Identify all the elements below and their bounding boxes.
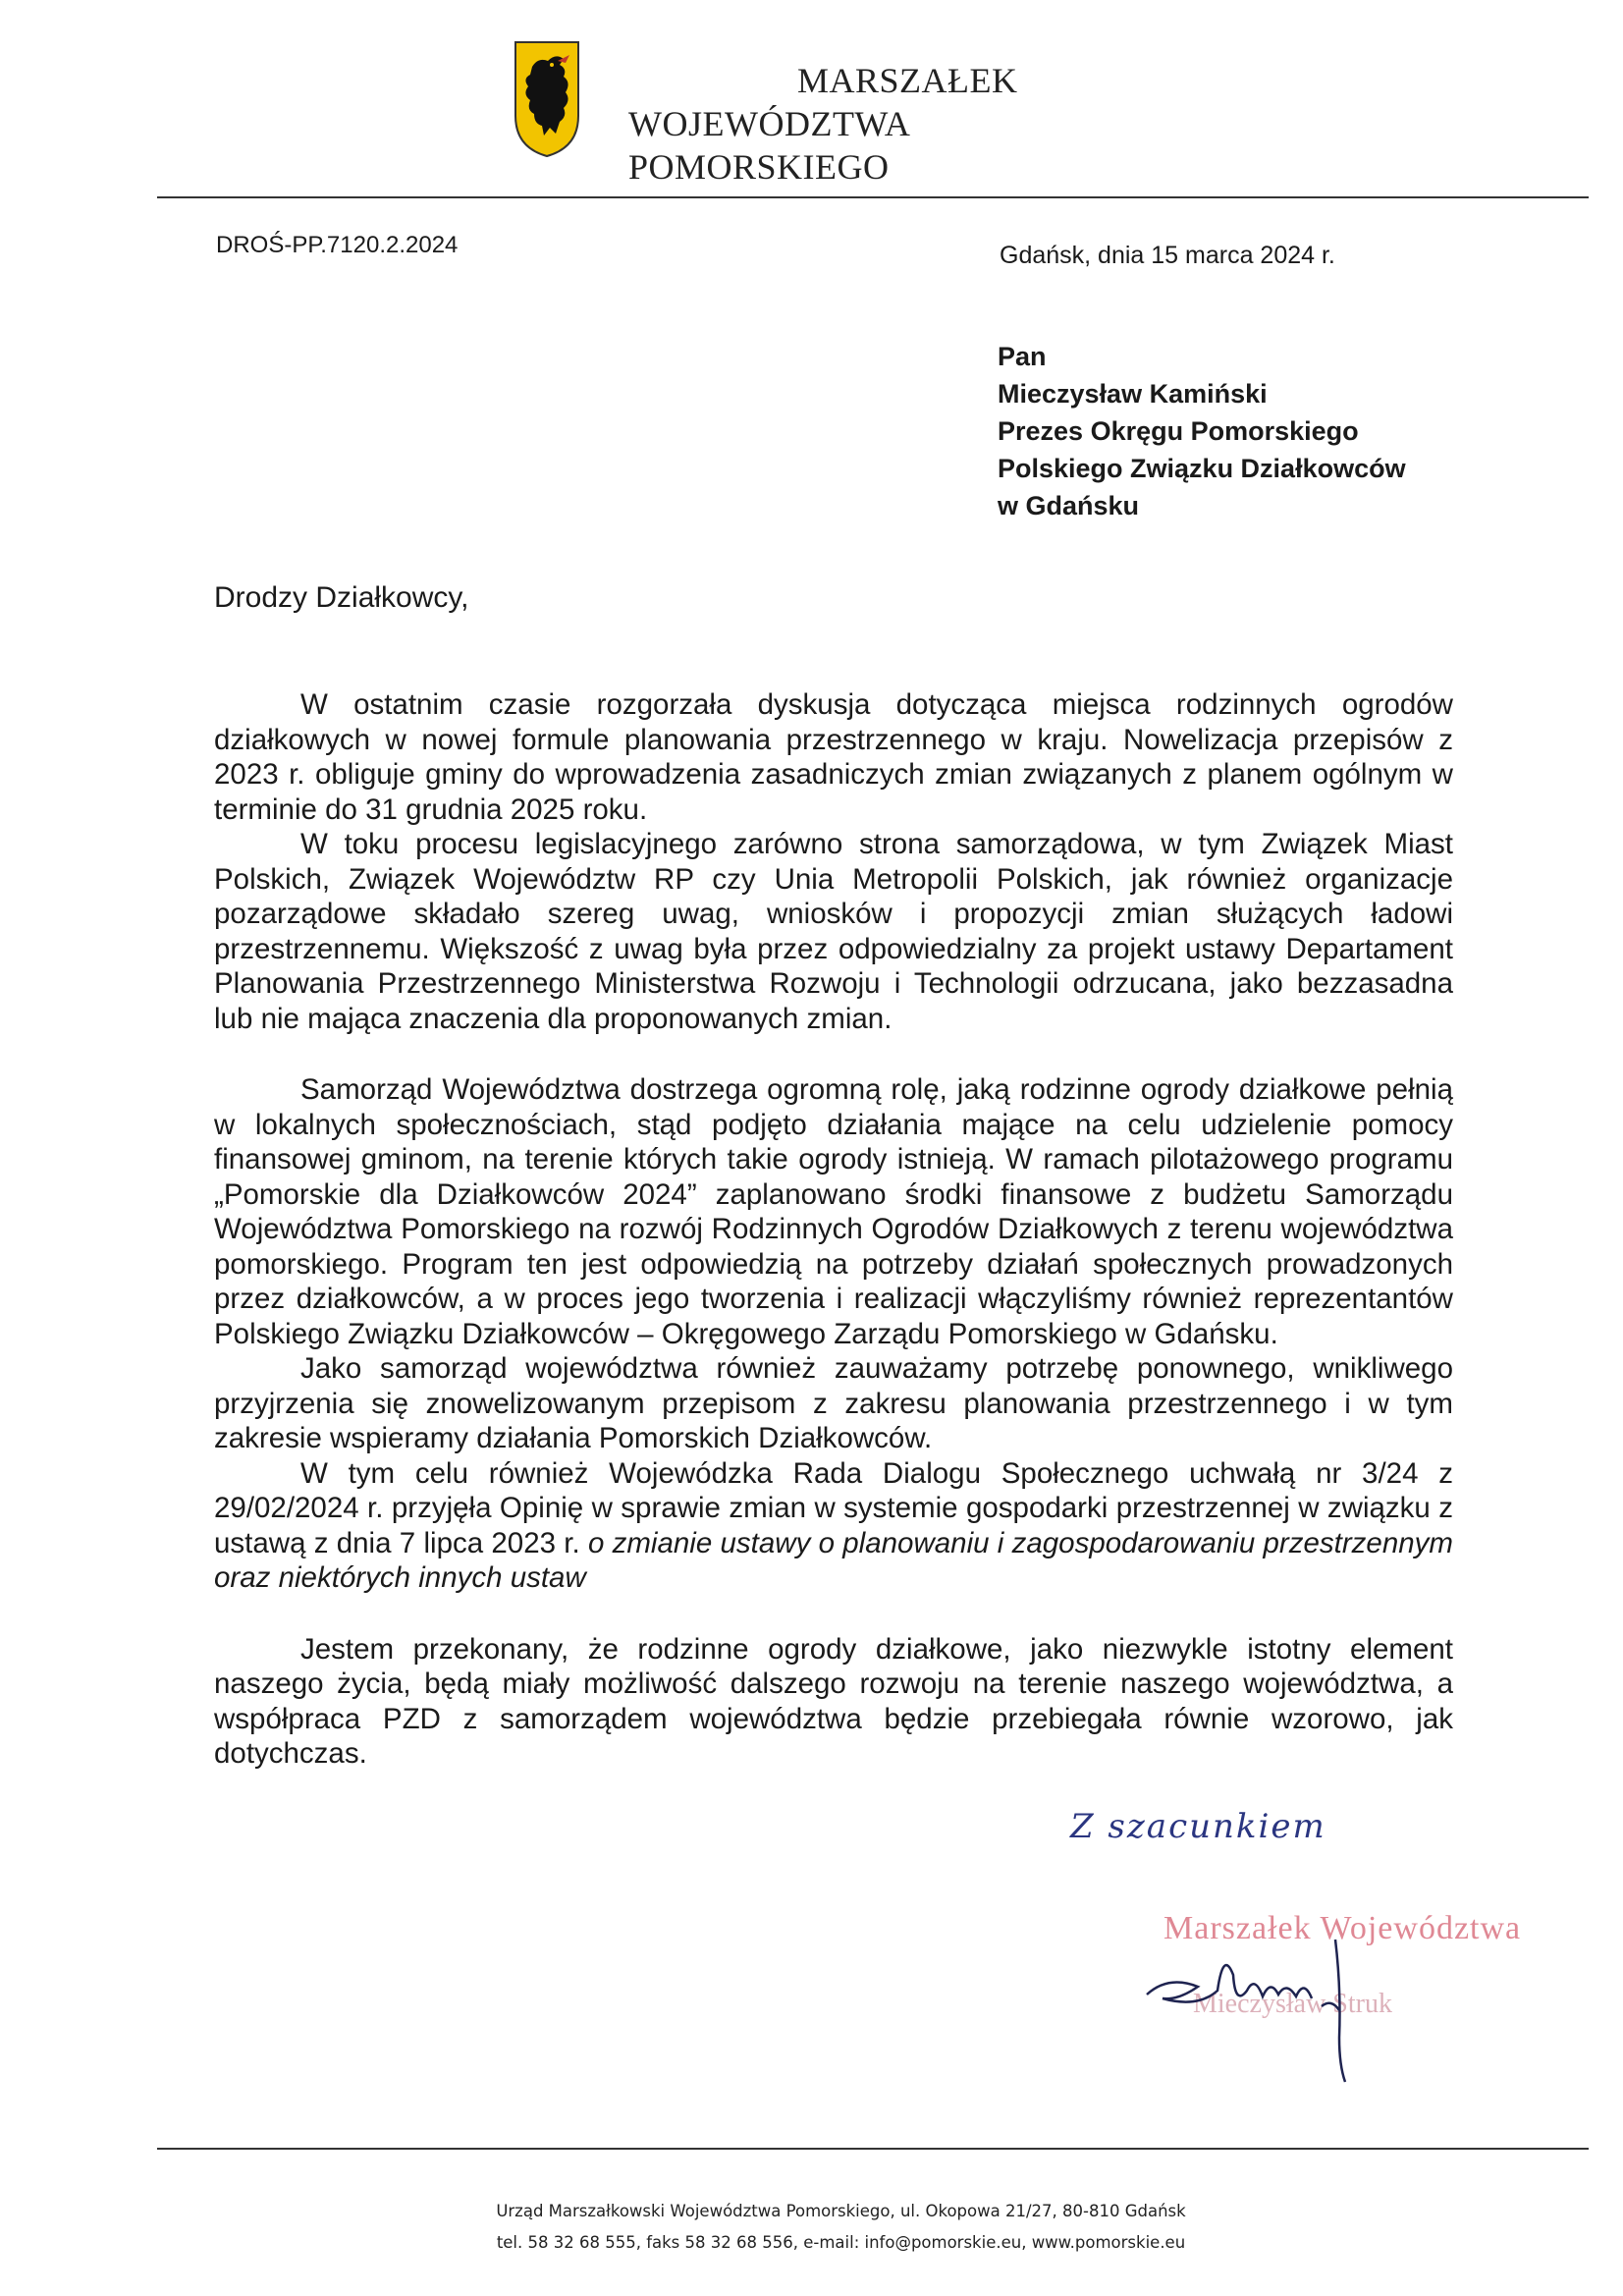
footer-address: Urząd Marszałkowski Województwa Pomorskiego, ul. Okopowa 21/27, 80-810 Gdańsk bbox=[496, 2202, 1186, 2220]
paragraph: Jestem przekonany, że rodzinne ogrody działkowe, jako niezwykle istotny element naszego życia, będą miały możliwość dalszego rozwoju na terenie naszego województwa, a współpraca PZD z samorządem województwa będzie przebiegała równie wzorowo, jak dotychczas. bbox=[214, 1632, 1453, 1770]
footer-divider bbox=[157, 2148, 1589, 2150]
letter-body bbox=[214, 687, 1453, 1772]
coat-of-arms-icon bbox=[513, 39, 581, 159]
salutation: Drodzy Działkowcy, bbox=[214, 581, 469, 614]
addressee-line: Pan bbox=[998, 342, 1047, 371]
paragraph-text: W tym celu również Wojewódzka Rada Dialogu Społecznego uchwałą nr 3/24 z 29/02/2024 r. przyjęła Opinię w sprawie zmian w systemie gospodarki przestrzennej w związku z ustawą z dnia 7 lipca 2023 r. bbox=[214, 1456, 1453, 1559]
addressee-block bbox=[998, 338, 1547, 524]
addressee-line: Prezes Okręgu Pomorskiego bbox=[998, 416, 1359, 446]
issuer-title-line1: MARSZAŁEK bbox=[797, 61, 1018, 100]
letter-date: Gdańsk, dnia 15 marca 2024 r. bbox=[1000, 242, 1335, 269]
footer-contact: tel. 58 32 68 555, faks 58 32 68 556, e-mail: info@pomorskie.eu, www.pomorskie.eu bbox=[496, 2233, 1186, 2252]
addressee-line: w Gdańsku bbox=[998, 491, 1140, 520]
paragraph bbox=[214, 1456, 1453, 1596]
handwritten-closing: Z szacunkiem bbox=[1070, 1807, 1326, 1846]
header-divider bbox=[157, 196, 1589, 198]
paragraph: W ostatnim czasie rozgorzała dyskusja dotycząca miejsca rodzinnych ogrodów działkowych w nowej formule planowania przestrzennego w kraju. Nowelizacja przepisów z 2023 r. obliguje gminy do wprowadzenia zasadniczych zmian związanych z planem ogólnym w terminie do 31 grudnia 2025 roku. bbox=[214, 688, 1453, 826]
paragraph: Samorząd Województwa dostrzega ogromną rolę, jaką rodzinne ogrody działkowe pełnią w lokalnych społecznościach, stąd podjęto działania mające na celu udzielenie pomocy finansowej gminom, na terenie których takie ogrody istnieją. W ramach pilotażowego programu „Pomorskie dla Działkowców 2024” zaplanowano środki finansowe z budżetu Samorządu Województwa Pomorskiego na rozwój Rodzinnych Ogrodów Działkowych z terenu województwa pomorskiego. Program ten jest odpowiedzią na potrzeby działań społecznych prowadzonych przez działkowców, a w proces jego tworzenia i realizacji włączyliśmy również reprezentantów Polskiego Związku Działkowców – Okręgowego Zarządu Pomorskiego w Gdańsku. bbox=[214, 1073, 1453, 1350]
reference-number: DROŚ-PP.7120.2.2024 bbox=[216, 232, 459, 258]
issuer-title bbox=[628, 59, 1178, 189]
footer bbox=[0, 2196, 1623, 2259]
paragraph: W toku procesu legislacyjnego zarówno strona samorządowa, w tym Związek Miast Polskich, Związek Województw RP czy Unia Metropolii Polskich, jak również organizacje pozarządowe składało szereg uwag, wniosków i propozycji zmian służących ładowi przestrzennemu. Większość z uwag była przez odpowiedzialny za projekt ustawy Departament Planowania Przestrzennego Ministerstwa Rozwoju i Technologii odrzucana, jako bezzasadna lub nie mająca znaczenia dla proponowanych zmian. bbox=[214, 828, 1453, 1035]
signature-area bbox=[1139, 1881, 1522, 2087]
act-title: o zmianie ustawy o planowaniu i zagospodarowaniu przestrzennym oraz niektórych innych ustaw bbox=[214, 1526, 1453, 1594]
stamp-name: Mieczysław Struk bbox=[1193, 1989, 1392, 2019]
issuer-title-line2: WOJEWÓDZTWA POMORSKIEGO bbox=[628, 104, 909, 187]
addressee-line: Mieczysław Kamiński bbox=[998, 379, 1268, 409]
paragraph: Jako samorząd województwa również zauważamy potrzebę ponownego, wnikliwego przyjrzenia się znowelizowanym przepisom z zakresu planowania przestrzennego i w tym zakresie wspieramy działania Pomorskich Działkowców. bbox=[214, 1352, 1453, 1454]
stamp-title: Marszałek Województwa bbox=[1163, 1910, 1522, 1946]
signature-icon bbox=[1139, 1881, 1463, 2087]
addressee-line: Polskiego Związku Działkowców bbox=[998, 454, 1406, 483]
